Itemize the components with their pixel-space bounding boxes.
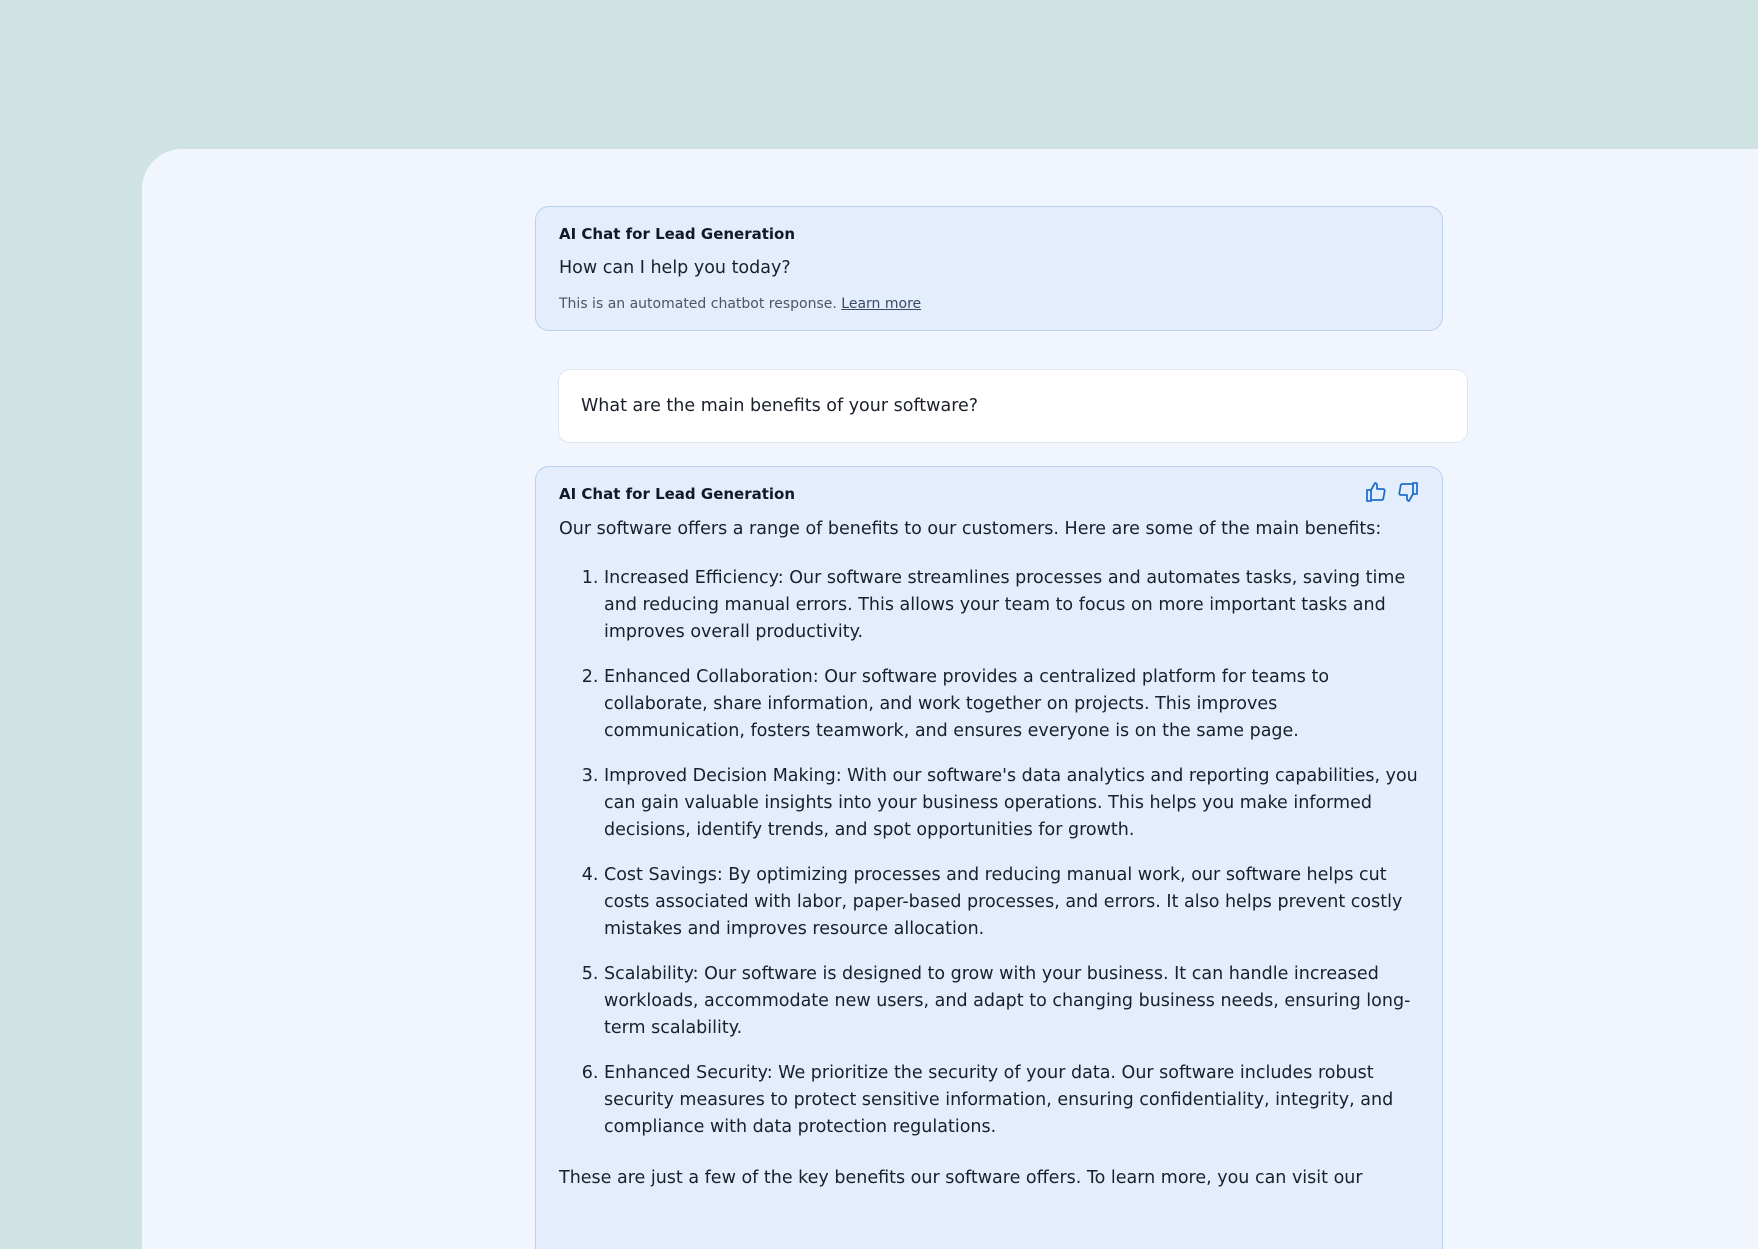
disclaimer-text: This is an automated chatbot response. <box>559 296 837 312</box>
answer-intro: Our software offers a range of benefits to our customers. Here are some of the main benefits: <box>559 519 1382 539</box>
disclaimer <box>559 296 1420 312</box>
list-item: 4. Cost Savings: By optimizing processes and reducing manual work, our software helps cut costs associated with labor, paper-based processes, and errors. It also helps prevent costly mistakes and improves resource allocation. <box>604 862 1420 943</box>
user-message-text: What are the main benefits of your software? <box>581 396 979 416</box>
feedback-buttons <box>1364 480 1420 504</box>
sender-name: AI Chat for Lead Generation <box>559 225 796 243</box>
thumbs-up-icon[interactable] <box>1364 480 1388 504</box>
sender-name: AI Chat for Lead Generation <box>559 485 796 503</box>
list-item: 2. Enhanced Collaboration: Our software provides a centralized platform for teams to collaborate, share information, and work together on projects. This improves communication, fosters teamwork, and ensures everyone is on the same page. <box>604 664 1420 745</box>
list-item: 1. Increased Efficiency: Our software streamlines processes and automates tasks, saving time and reducing manual errors. This allows your team to focus on more important tasks and improves overall productivity. <box>604 565 1420 646</box>
list-item: 3. Improved Decision Making: With our software's data analytics and reporting capabilities, you can gain valuable insights into your business operations. This helps you make informed decisions, identify trends, and spot opportunities for growth. <box>604 763 1420 844</box>
learn-more-link[interactable]: Learn more <box>841 296 922 312</box>
user-message <box>558 369 1468 443</box>
thumbs-down-icon[interactable] <box>1396 480 1420 504</box>
message-text: How can I help you today? <box>559 258 791 278</box>
message-header <box>559 484 1420 504</box>
list-item: 6. Enhanced Security: We prioritize the security of your data. Our software includes robust security measures to protect sensitive information, ensuring confidentiality, integrity, and compliance with data protection regulations. <box>604 1060 1420 1141</box>
bot-message <box>535 466 1443 1249</box>
bot-message <box>535 206 1443 331</box>
benefits-list <box>559 565 1420 1141</box>
list-item: 5. Scalability: Our software is designed to grow with your business. It can handle increased workloads, accommodate new users, and adapt to changing business needs, ensuring long-term scalability. <box>604 961 1420 1042</box>
answer-outro: These are just a few of the key benefits our software offers. To learn more, you can visit our <box>559 1168 1363 1188</box>
chat-panel <box>142 149 1758 1249</box>
